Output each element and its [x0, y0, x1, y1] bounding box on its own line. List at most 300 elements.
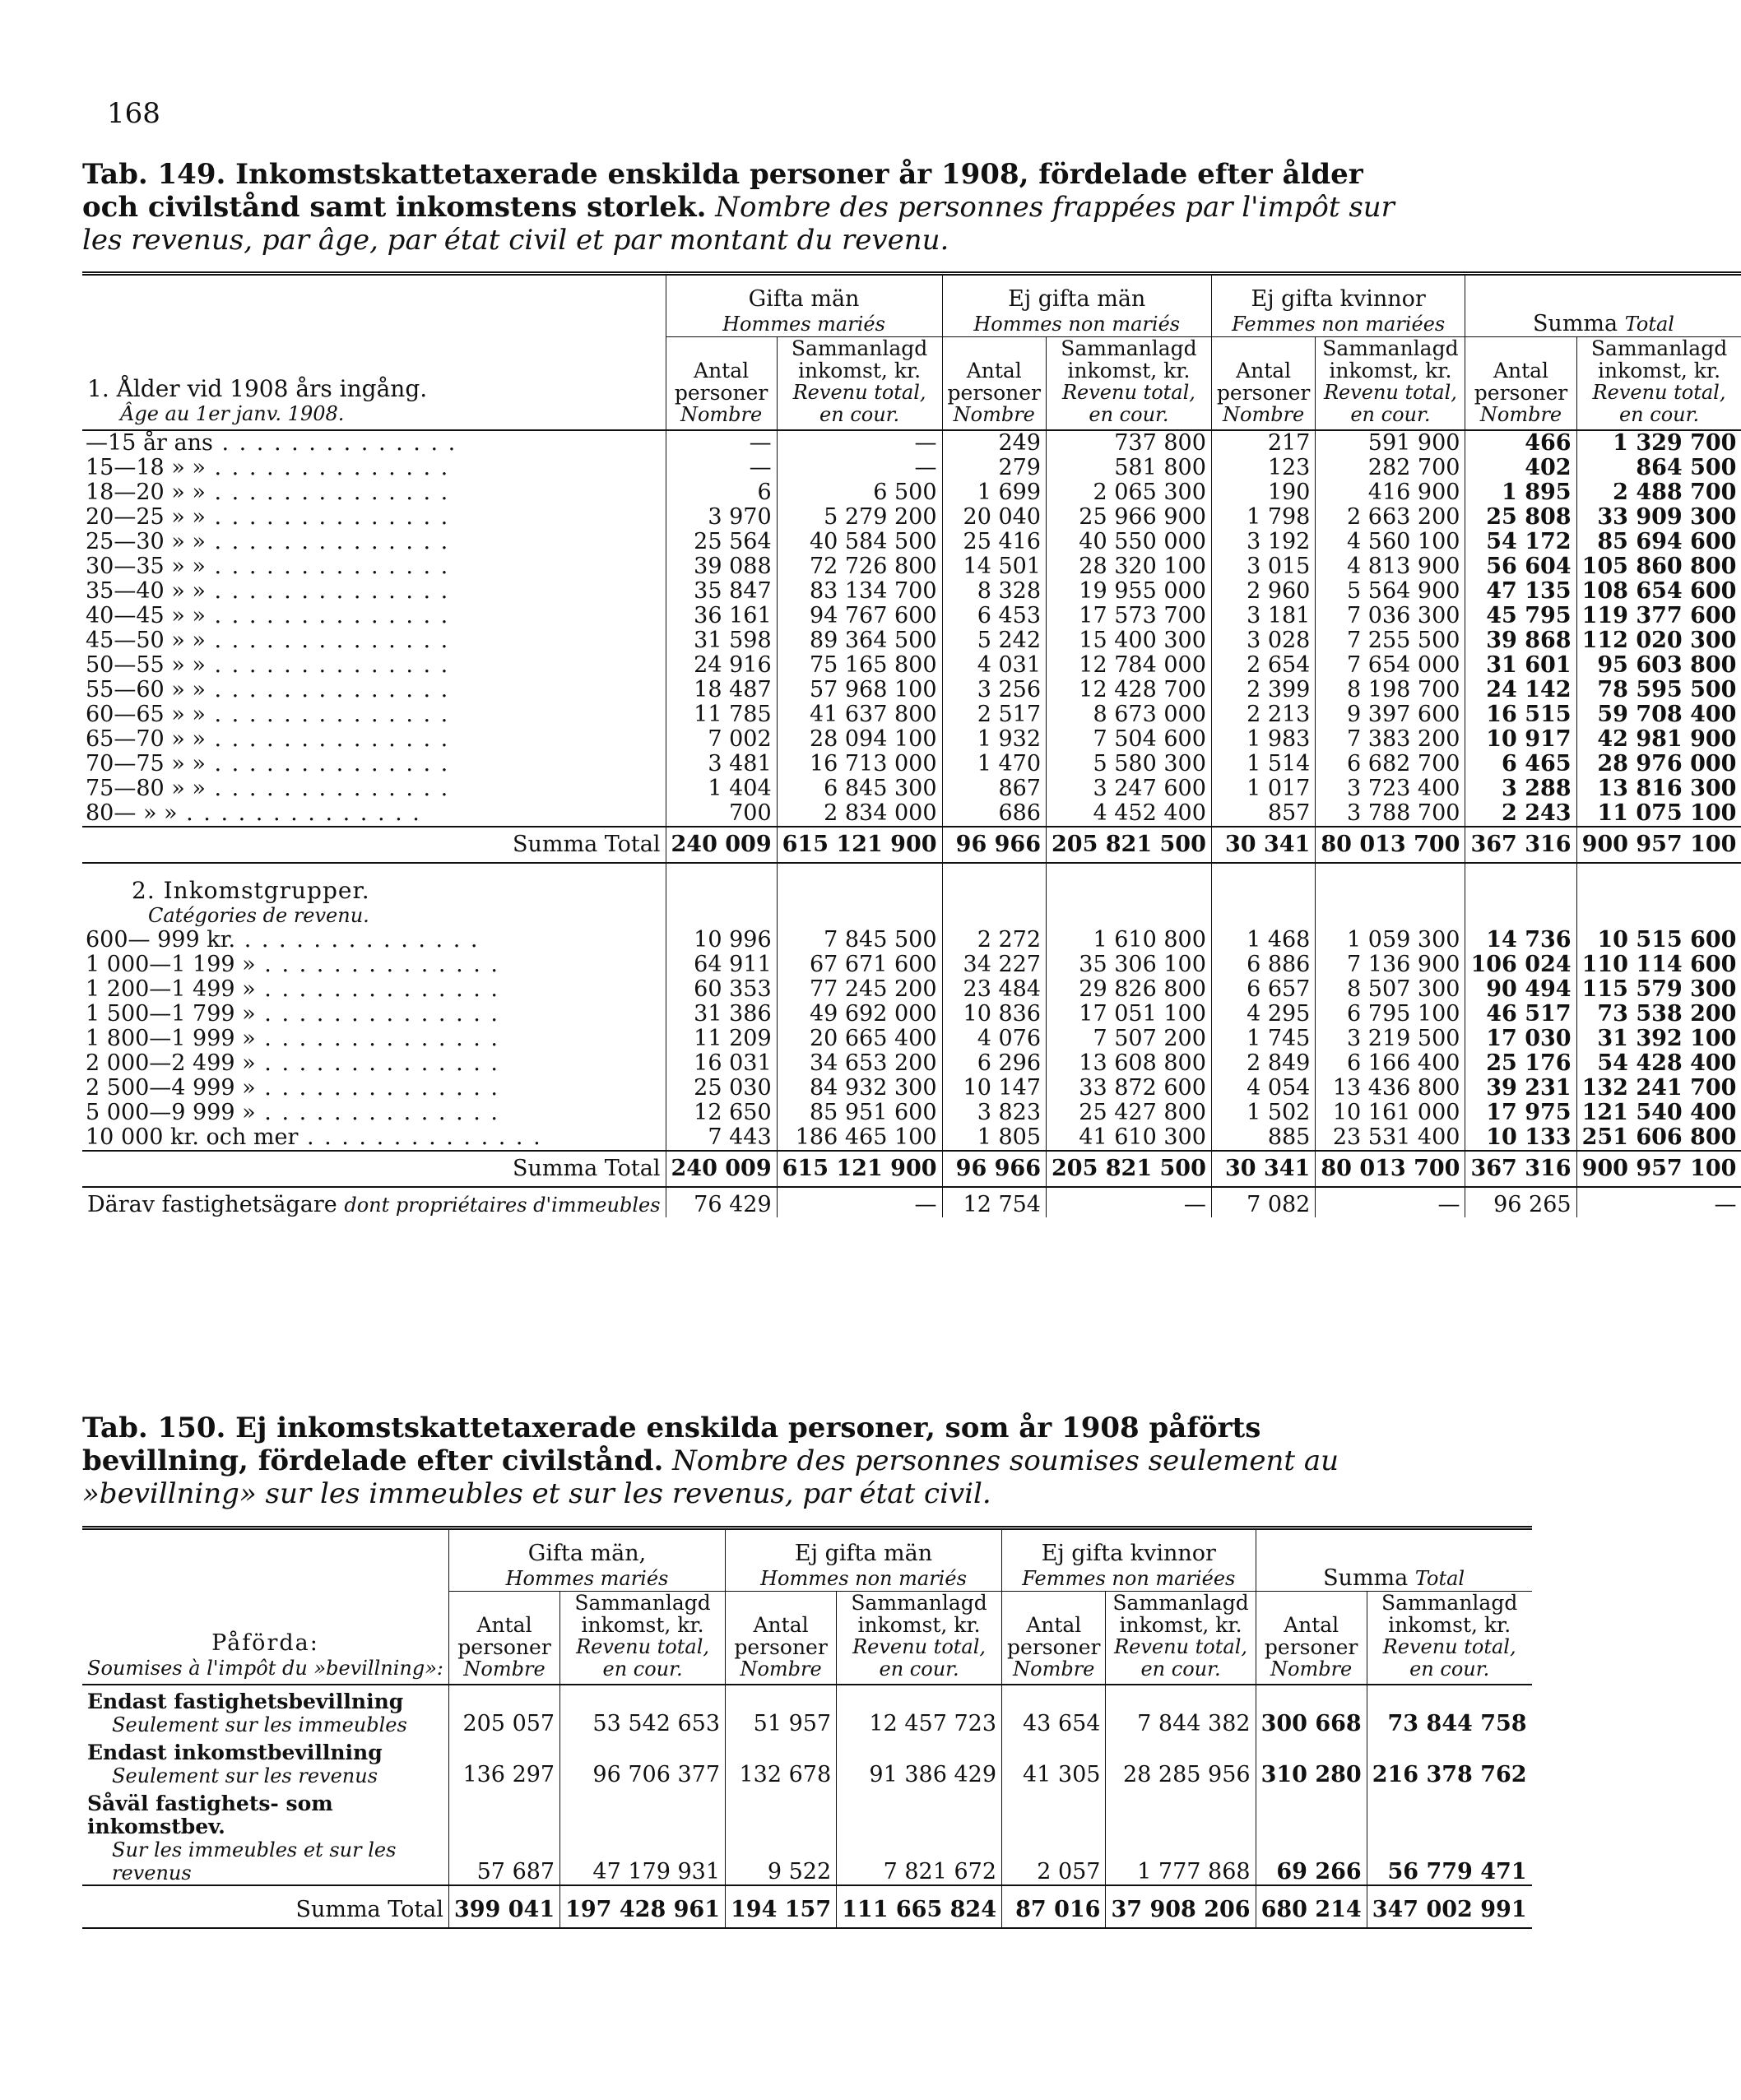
data-cell: 5 279 200	[777, 505, 942, 530]
data-cell: 216 378 762	[1367, 1736, 1531, 1787]
data-cell: 1 329 700	[1576, 430, 1741, 456]
data-cell: 737 800	[1047, 430, 1212, 456]
data-cell: 4 813 900	[1316, 554, 1465, 579]
data-cell: 7 443	[666, 1125, 777, 1151]
data-cell: 4 076	[942, 1027, 1046, 1051]
tab149-col-sum: Sammanlagd inkomst, kr. Revenu total, en cour.	[1047, 337, 1212, 431]
data-cell: 249	[942, 430, 1046, 456]
data-cell: 3 219 500	[1316, 1027, 1465, 1051]
data-cell: 6	[666, 480, 777, 505]
summa-cell: 399 041	[448, 1885, 559, 1928]
data-cell: 2 517	[942, 702, 1046, 727]
data-cell: 11 785	[666, 702, 777, 727]
tab150-group-unmarried-men: Ej gifta män Hommes non mariés	[726, 1528, 1002, 1592]
data-cell: 2 057	[1002, 1787, 1106, 1885]
data-cell: 132 678	[726, 1736, 837, 1787]
tab149-col-antal: Antal personer Nombre	[1211, 337, 1315, 431]
data-cell: 2 488 700	[1576, 480, 1741, 505]
data-cell: 2 960	[1211, 579, 1315, 604]
age-row	[82, 702, 1741, 727]
tab149-group-unmarried-women: Ej gifta kvinnor Femmes non mariées	[1211, 274, 1465, 337]
data-cell: 3 247 600	[1047, 776, 1212, 801]
data-cell: 6 453	[942, 604, 1046, 628]
tab150-table	[82, 1526, 1532, 1929]
age-row	[82, 530, 1741, 554]
data-cell: 57 968 100	[777, 678, 942, 702]
summa-cell: 240 009	[666, 827, 777, 863]
data-cell: 106 024	[1465, 953, 1576, 977]
age-group-label: 55—60 » » . . .	[82, 678, 666, 702]
tab149-age-rows	[82, 430, 1741, 827]
tab149-group-total: Summa Total	[1465, 274, 1741, 337]
age-group-label: 60—65 » » . . .	[82, 702, 666, 727]
data-cell: 40 550 000	[1047, 530, 1212, 554]
data-cell: 64 911	[666, 953, 777, 977]
data-cell: 18 487	[666, 678, 777, 702]
age-row	[82, 801, 1741, 827]
data-cell: 6 296	[942, 1051, 1046, 1076]
data-cell: 7 504 600	[1047, 727, 1212, 752]
data-cell: 217	[1211, 430, 1315, 456]
data-cell: 17 030	[1465, 1027, 1576, 1051]
data-cell: 1 798	[1211, 505, 1315, 530]
data-cell: 13 608 800	[1047, 1051, 1212, 1076]
age-row	[82, 430, 1741, 456]
data-cell: 108 654 600	[1576, 579, 1741, 604]
data-cell: 95 603 800	[1576, 653, 1741, 678]
data-cell: 47 179 931	[560, 1787, 726, 1885]
owners-label: Därav fastighetsägare dont propriétaires d'immeubles	[87, 1192, 661, 1217]
data-cell: 69 266	[1256, 1787, 1367, 1885]
owners-cell: —	[1047, 1187, 1212, 1217]
tab150-caption	[82, 1412, 1399, 1510]
owners-cell: 7 082	[1211, 1187, 1315, 1217]
age-group-label: 80— » » . . .	[82, 801, 666, 827]
data-cell: —	[666, 430, 777, 456]
data-cell: 11 209	[666, 1027, 777, 1051]
tab149-col-sum: Sammanlagd inkomst, kr. Revenu total, en cour.	[1576, 337, 1741, 431]
data-cell: 7 136 900	[1316, 953, 1465, 977]
tab150-group-unmarried-women: Ej gifta kvinnor Femmes non mariées	[1002, 1528, 1256, 1592]
summa-cell: 80 013 700	[1316, 1151, 1465, 1187]
data-cell: 3 823	[942, 1101, 1046, 1125]
data-cell: 67 671 600	[777, 953, 942, 977]
owners-cell: —	[1316, 1187, 1465, 1217]
data-cell: 1 470	[942, 752, 1046, 776]
data-cell: 1 777 868	[1106, 1787, 1256, 1885]
data-cell: 5 564 900	[1316, 579, 1465, 604]
income-row	[82, 1125, 1741, 1151]
data-cell: 12 650	[666, 1101, 777, 1125]
data-cell: 4 452 400	[1047, 801, 1212, 827]
data-cell: 7 844 382	[1106, 1685, 1256, 1736]
tab150-col-sum: Sammanlagd inkomst, kr. Revenu total, en cour.	[837, 1592, 1002, 1685]
summa-label: Summa Total	[82, 827, 666, 863]
data-cell: 12 784 000	[1047, 653, 1212, 678]
data-cell: 1 983	[1211, 727, 1315, 752]
data-cell: 54 172	[1465, 530, 1576, 554]
data-cell: 8 198 700	[1316, 678, 1465, 702]
income-row	[82, 1076, 1741, 1101]
data-cell: 31 386	[666, 1002, 777, 1027]
summa-cell: 37 908 206	[1106, 1885, 1256, 1928]
data-cell: 205 057	[448, 1685, 559, 1736]
income-group-label: 1 000—1 199 » . . .	[82, 953, 666, 977]
tab150-col-antal: Antal personer Nombre	[448, 1592, 559, 1685]
tab150-rows	[82, 1685, 1532, 1885]
income-row	[82, 928, 1741, 953]
data-cell: 73 538 200	[1576, 1002, 1741, 1027]
data-cell: 5 242	[942, 628, 1046, 653]
data-cell: 857	[1211, 801, 1315, 827]
data-cell: 2 654	[1211, 653, 1315, 678]
data-cell: 28 094 100	[777, 727, 942, 752]
data-cell: 31 392 100	[1576, 1027, 1741, 1051]
data-cell: 73 844 758	[1367, 1685, 1531, 1736]
section2-header-row	[82, 863, 1741, 928]
tab150-caption-title: Tab. 150. Ej inkomstskattetaxerade enskilda personer, som år 1908 påförts bevillning, fördelade efter civilstånd.	[82, 1412, 1261, 1477]
data-cell: 3 288	[1465, 776, 1576, 801]
data-cell: 4 560 100	[1316, 530, 1465, 554]
data-cell: 25 564	[666, 530, 777, 554]
summa-cell: 111 665 824	[837, 1885, 1002, 1928]
data-cell: 41 610 300	[1047, 1125, 1212, 1151]
data-cell: 6 886	[1211, 953, 1315, 977]
data-cell: 7 036 300	[1316, 604, 1465, 628]
data-cell: 2 243	[1465, 801, 1576, 827]
tab149-stub-header	[82, 274, 666, 431]
data-cell: 1 895	[1465, 480, 1576, 505]
data-cell: 9 522	[726, 1787, 837, 1885]
data-cell: 23 484	[942, 977, 1046, 1002]
data-cell: 3 015	[1211, 554, 1315, 579]
data-cell: 8 673 000	[1047, 702, 1212, 727]
tab149-income-summa-row	[82, 1151, 1741, 1187]
data-cell: 6 682 700	[1316, 752, 1465, 776]
age-group-label: 18—20 » » . . .	[82, 480, 666, 505]
age-group-label: 15—18 » » . . .	[82, 456, 666, 480]
data-cell: 1 059 300	[1316, 928, 1465, 953]
section1-title-fr: Âge au 1er janv. 1908.	[120, 402, 345, 425]
owners-cell: 76 429	[666, 1187, 777, 1217]
summa-cell: 205 821 500	[1047, 1151, 1212, 1187]
age-group-label: 65—70 » » . . .	[82, 727, 666, 752]
data-cell: 7 255 500	[1316, 628, 1465, 653]
data-cell: 885	[1211, 1125, 1315, 1151]
age-row	[82, 653, 1741, 678]
age-group-label: 20—25 » » . . .	[82, 505, 666, 530]
tab149-col-antal: Antal personer Nombre	[666, 337, 777, 431]
data-cell: 41 637 800	[777, 702, 942, 727]
data-cell: 105 860 800	[1576, 554, 1741, 579]
data-cell: 3 028	[1211, 628, 1315, 653]
data-cell: 39 088	[666, 554, 777, 579]
data-cell: 24 916	[666, 653, 777, 678]
assessment-type-label: Endast inkomstbevillning Seulement sur les revenus	[87, 1741, 383, 1787]
age-row	[82, 456, 1741, 480]
data-cell: 115 579 300	[1576, 977, 1741, 1002]
data-cell: 1 502	[1211, 1101, 1315, 1125]
data-cell: 1 745	[1211, 1027, 1315, 1051]
data-cell: 19 955 000	[1047, 579, 1212, 604]
data-cell: 85 694 600	[1576, 530, 1741, 554]
age-row	[82, 554, 1741, 579]
data-cell: 700	[666, 801, 777, 827]
data-cell: 2 834 000	[777, 801, 942, 827]
tab149-col-sum: Sammanlagd inkomst, kr. Revenu total, en cour.	[777, 337, 942, 431]
data-cell: 864 500	[1576, 456, 1741, 480]
tab149-group-unmarried-men: Ej gifta män Hommes non mariés	[942, 274, 1211, 337]
data-cell: 186 465 100	[777, 1125, 942, 1151]
tab150-col-sum: Sammanlagd inkomst, kr. Revenu total, en cour.	[1367, 1592, 1531, 1685]
data-cell: 7 821 672	[837, 1787, 1002, 1885]
tab150-col-antal: Antal personer Nombre	[1002, 1592, 1106, 1685]
data-cell: 39 868	[1465, 628, 1576, 653]
data-cell: 29 826 800	[1047, 977, 1212, 1002]
page-number: 168	[107, 97, 160, 130]
summa-cell: 900 957 100	[1576, 1151, 1741, 1187]
income-group-label: 10 000 kr. och mer . . .	[82, 1125, 666, 1151]
data-cell: 112 020 300	[1576, 628, 1741, 653]
data-cell: 20 040	[942, 505, 1046, 530]
summa-cell: 30 341	[1211, 827, 1315, 863]
data-cell: 16 031	[666, 1051, 777, 1076]
summa-cell: 80 013 700	[1316, 827, 1465, 863]
age-row	[82, 752, 1741, 776]
summa-cell: 347 002 991	[1367, 1885, 1531, 1928]
data-cell: 591 900	[1316, 430, 1465, 456]
data-cell: 6 166 400	[1316, 1051, 1465, 1076]
data-cell: 60 353	[666, 977, 777, 1002]
data-cell: 6 795 100	[1316, 1002, 1465, 1027]
assessment-row	[82, 1736, 1532, 1787]
tab150-group-total: Summa Total	[1256, 1528, 1532, 1592]
tab149-income-rows	[82, 928, 1741, 1151]
data-cell: 41 305	[1002, 1736, 1106, 1787]
data-cell: 59 708 400	[1576, 702, 1741, 727]
data-cell: 36 161	[666, 604, 777, 628]
data-cell: 25 808	[1465, 505, 1576, 530]
data-cell: 7 845 500	[777, 928, 942, 953]
tab149-table	[82, 271, 1741, 1217]
data-cell: 10 515 600	[1576, 928, 1741, 953]
data-cell: 282 700	[1316, 456, 1465, 480]
data-cell: 3 970	[666, 505, 777, 530]
data-cell: 20 665 400	[777, 1027, 942, 1051]
age-row	[82, 727, 1741, 752]
summa-cell: 30 341	[1211, 1151, 1315, 1187]
data-cell: 25 176	[1465, 1051, 1576, 1076]
data-cell: 91 386 429	[837, 1736, 1002, 1787]
age-group-label: 35—40 » » . . .	[82, 579, 666, 604]
data-cell: 581 800	[1047, 456, 1212, 480]
tab149-owners-row	[82, 1187, 1741, 1217]
age-group-label: 50—55 » » . . .	[82, 653, 666, 678]
tab149-group-married-men: Gifta män Hommes mariés	[666, 274, 942, 337]
data-cell: —	[777, 430, 942, 456]
data-cell: 2 272	[942, 928, 1046, 953]
summa-cell: 87 016	[1002, 1885, 1106, 1928]
age-group-label: 75—80 » » . . .	[82, 776, 666, 801]
income-row	[82, 953, 1741, 977]
data-cell: 4 295	[1211, 1002, 1315, 1027]
data-cell: 279	[942, 456, 1046, 480]
age-row	[82, 579, 1741, 604]
data-cell: 34 653 200	[777, 1051, 942, 1076]
data-cell: 12 428 700	[1047, 678, 1212, 702]
summa-cell: 240 009	[666, 1151, 777, 1187]
tab149-caption-french: Nombre des personnes frappées par l'impôt sur les revenus, par âge, par état civil et par montant du revenu.	[82, 191, 1395, 257]
age-group-label: —15 år ans . . .	[82, 430, 666, 456]
tab150-col-antal: Antal personer Nombre	[1256, 1592, 1367, 1685]
tab150-caption-french: Nombre des personnes soumises seulement au »bevillning» sur les immeubles et sur les revenus, par état civil.	[82, 1444, 1339, 1510]
data-cell: 94 767 600	[777, 604, 942, 628]
tab149-col-antal: Antal personer Nombre	[1465, 337, 1576, 431]
age-group-label: 70—75 » » . . .	[82, 752, 666, 776]
data-cell: 49 692 000	[777, 1002, 942, 1027]
data-cell: 25 416	[942, 530, 1046, 554]
data-cell: 310 280	[1256, 1736, 1367, 1787]
data-cell: 90 494	[1465, 977, 1576, 1002]
data-cell: 3 788 700	[1316, 801, 1465, 827]
summa-cell: 96 966	[942, 1151, 1046, 1187]
age-group-label: 25—30 » » . . .	[82, 530, 666, 554]
data-cell: —	[777, 456, 942, 480]
data-cell: 13 436 800	[1316, 1076, 1465, 1101]
data-cell: 867	[942, 776, 1046, 801]
data-cell: 10 147	[942, 1076, 1046, 1101]
data-cell: 31 601	[1465, 653, 1576, 678]
data-cell: 56 604	[1465, 554, 1576, 579]
data-cell: 13 816 300	[1576, 776, 1741, 801]
data-cell: 53 542 653	[560, 1685, 726, 1736]
income-group-label: 2 500—4 999 » . . .	[82, 1076, 666, 1101]
data-cell: 15 400 300	[1047, 628, 1212, 653]
income-row	[82, 1002, 1741, 1027]
data-cell: 136 297	[448, 1736, 559, 1787]
data-cell: 6 465	[1465, 752, 1576, 776]
data-cell: 4 031	[942, 653, 1046, 678]
data-cell: 1 699	[942, 480, 1046, 505]
data-cell: 85 951 600	[777, 1101, 942, 1125]
data-cell: 47 135	[1465, 579, 1576, 604]
data-cell: 1 514	[1211, 752, 1315, 776]
income-group-label: 600— 999 kr. . . .	[82, 928, 666, 953]
data-cell: 10 917	[1465, 727, 1576, 752]
data-cell: 17 051 100	[1047, 1002, 1212, 1027]
data-cell: 11 075 100	[1576, 801, 1741, 827]
age-row	[82, 776, 1741, 801]
data-cell: 7 507 200	[1047, 1027, 1212, 1051]
data-cell: 123	[1211, 456, 1315, 480]
assessment-type-label: Såväl fastighets- som inkomstbev. Sur les immeubles et sur les revenus	[87, 1792, 397, 1884]
data-cell: 7 654 000	[1316, 653, 1465, 678]
income-row	[82, 1101, 1741, 1125]
tab149-col-antal: Antal personer Nombre	[942, 337, 1046, 431]
data-cell: 4 054	[1211, 1076, 1315, 1101]
data-cell: 3 481	[666, 752, 777, 776]
data-cell: 40 584 500	[777, 530, 942, 554]
data-cell: 416 900	[1316, 480, 1465, 505]
data-cell: 28 285 956	[1106, 1736, 1256, 1787]
owners-cell: 96 265	[1465, 1187, 1576, 1217]
data-cell: 77 245 200	[777, 977, 942, 1002]
data-cell: 8 328	[942, 579, 1046, 604]
age-row	[82, 628, 1741, 653]
data-cell: 9 397 600	[1316, 702, 1465, 727]
data-cell: 54 428 400	[1576, 1051, 1741, 1076]
data-cell: 12 457 723	[837, 1685, 1002, 1736]
tab149-caption	[82, 158, 1399, 257]
data-cell: 78 595 500	[1576, 678, 1741, 702]
data-cell: 6 500	[777, 480, 942, 505]
data-cell: 3 192	[1211, 530, 1315, 554]
data-cell: 402	[1465, 456, 1576, 480]
summa-cell: 367 316	[1465, 1151, 1576, 1187]
data-cell: 1 932	[942, 727, 1046, 752]
data-cell: 132 241 700	[1576, 1076, 1741, 1101]
owners-cell: 12 754	[942, 1187, 1046, 1217]
tab150-col-sum: Sammanlagd inkomst, kr. Revenu total, en cour.	[560, 1592, 726, 1685]
data-cell: 35 306 100	[1047, 953, 1212, 977]
data-cell: 7 002	[666, 727, 777, 752]
data-cell: 46 517	[1465, 1002, 1576, 1027]
data-cell: 7 383 200	[1316, 727, 1465, 752]
summa-cell: 900 957 100	[1576, 827, 1741, 863]
data-cell: 33 909 300	[1576, 505, 1741, 530]
data-cell: 43 654	[1002, 1685, 1106, 1736]
data-cell: 10 133	[1465, 1125, 1576, 1151]
data-cell: 39 231	[1465, 1076, 1576, 1101]
data-cell: —	[666, 456, 777, 480]
income-row	[82, 1051, 1741, 1076]
summa-cell: 194 157	[726, 1885, 837, 1928]
summa-cell: 197 428 961	[560, 1885, 726, 1928]
data-cell: 119 377 600	[1576, 604, 1741, 628]
assessment-row	[82, 1787, 1532, 1885]
data-cell: 251 606 800	[1576, 1125, 1741, 1151]
data-cell: 14 501	[942, 554, 1046, 579]
data-cell: 6 657	[1211, 977, 1315, 1002]
income-row	[82, 1027, 1741, 1051]
tab150-summa-row	[82, 1885, 1532, 1928]
summa-label: Summa Total	[82, 1151, 666, 1187]
data-cell: 6 845 300	[777, 776, 942, 801]
income-group-label: 2 000—2 499 » . . .	[82, 1051, 666, 1076]
data-cell: 33 872 600	[1047, 1076, 1212, 1101]
income-group-label: 1 500—1 799 » . . .	[82, 1002, 666, 1027]
owners-cell: —	[1576, 1187, 1741, 1217]
data-cell: 96 706 377	[560, 1736, 726, 1787]
age-row	[82, 678, 1741, 702]
data-cell: 300 668	[1256, 1685, 1367, 1736]
summa-cell: 96 966	[942, 827, 1046, 863]
tab150-group-married-men: Gifta män, Hommes mariés	[448, 1528, 725, 1592]
assessment-type-label: Endast fastighetsbevillning Seulement sur les immeubles	[87, 1690, 407, 1736]
data-cell: 25 030	[666, 1076, 777, 1101]
age-row	[82, 505, 1741, 530]
data-cell: 17 975	[1465, 1101, 1576, 1125]
data-cell: 5 580 300	[1047, 752, 1212, 776]
summa-cell: 615 121 900	[777, 827, 942, 863]
tab150-col-sum: Sammanlagd inkomst, kr. Revenu total, en cour.	[1106, 1592, 1256, 1685]
tab149-col-sum: Sammanlagd inkomst, kr. Revenu total, en cour.	[1316, 337, 1465, 431]
data-cell: 83 134 700	[777, 579, 942, 604]
age-group-label: 45—50 » » . . .	[82, 628, 666, 653]
data-cell: 1 805	[942, 1125, 1046, 1151]
data-cell: 1 468	[1211, 928, 1315, 953]
age-group-label: 30—35 » » . . .	[82, 554, 666, 579]
